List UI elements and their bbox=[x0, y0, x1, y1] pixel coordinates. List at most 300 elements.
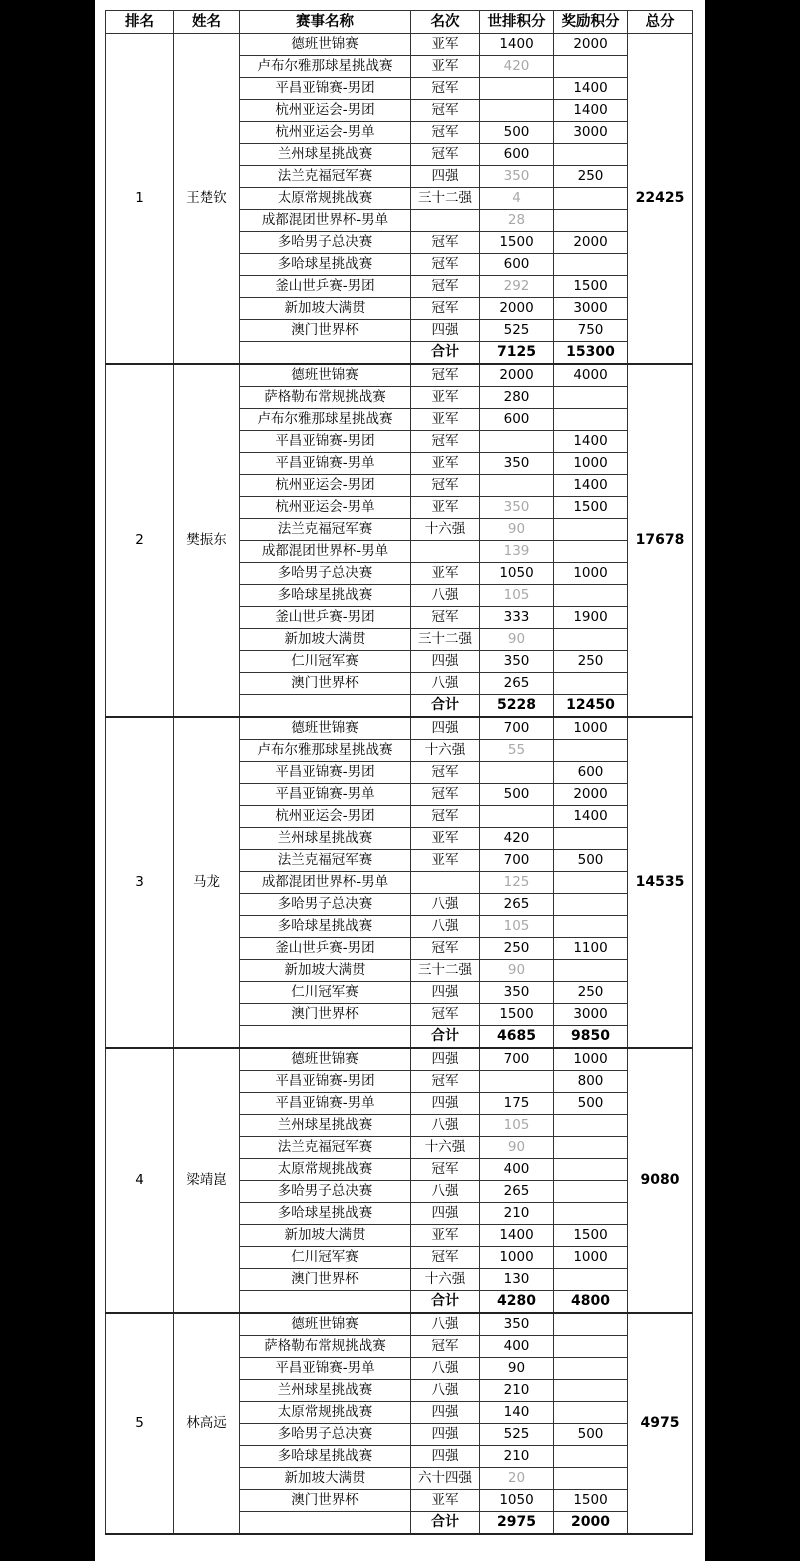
world-points: 265 bbox=[480, 673, 554, 695]
player-name: 马龙 bbox=[174, 717, 240, 1048]
header-bonus-points: 奖励积分 bbox=[554, 11, 628, 34]
world-points: 600 bbox=[480, 254, 554, 276]
event-name: 杭州亚运会-男团 bbox=[240, 475, 411, 497]
bonus-points: 500 bbox=[554, 850, 628, 872]
event-place: 三十二强 bbox=[411, 960, 480, 982]
world-points: 90 bbox=[480, 960, 554, 982]
points-sheet bbox=[95, 0, 705, 1561]
world-points: 700 bbox=[480, 1048, 554, 1071]
bonus-points: 800 bbox=[554, 1071, 628, 1093]
event-place: 冠军 bbox=[411, 144, 480, 166]
event-name: 萨格勒布常规挑战赛 bbox=[240, 1336, 411, 1358]
subtotal-blank bbox=[240, 1026, 411, 1049]
world-points bbox=[480, 78, 554, 100]
subtotal-bonus-points: 4800 bbox=[554, 1291, 628, 1314]
bonus-points: 1000 bbox=[554, 1247, 628, 1269]
world-points: 265 bbox=[480, 1181, 554, 1203]
bonus-points bbox=[554, 1313, 628, 1336]
bonus-points: 1500 bbox=[554, 1490, 628, 1512]
event-name: 卢布尔雅那球星挑战赛 bbox=[240, 740, 411, 762]
world-points: 500 bbox=[480, 122, 554, 144]
event-place: 冠军 bbox=[411, 1247, 480, 1269]
event-name: 德班世锦赛 bbox=[240, 34, 411, 56]
header-world-points: 世排积分 bbox=[480, 11, 554, 34]
subtotal-world-points: 4685 bbox=[480, 1026, 554, 1049]
event-name: 太原常规挑战赛 bbox=[240, 1159, 411, 1181]
event-place: 四强 bbox=[411, 1093, 480, 1115]
event-place: 冠军 bbox=[411, 431, 480, 453]
world-points: 350 bbox=[480, 166, 554, 188]
world-points bbox=[480, 762, 554, 784]
subtotal-bonus-points: 9850 bbox=[554, 1026, 628, 1049]
event-name: 澳门世界杯 bbox=[240, 1490, 411, 1512]
event-place: 十六强 bbox=[411, 519, 480, 541]
subtotal-world-points: 7125 bbox=[480, 342, 554, 365]
world-points: 700 bbox=[480, 850, 554, 872]
event-name: 新加坡大满贯 bbox=[240, 1468, 411, 1490]
event-place: 四强 bbox=[411, 1203, 480, 1225]
event-place: 冠军 bbox=[411, 122, 480, 144]
world-points: 1500 bbox=[480, 1004, 554, 1026]
world-points: 90 bbox=[480, 519, 554, 541]
bonus-points bbox=[554, 740, 628, 762]
bonus-points bbox=[554, 56, 628, 78]
world-points bbox=[480, 1071, 554, 1093]
world-points: 250 bbox=[480, 938, 554, 960]
world-points: 400 bbox=[480, 1336, 554, 1358]
event-place: 亚军 bbox=[411, 34, 480, 56]
event-name: 太原常规挑战赛 bbox=[240, 1402, 411, 1424]
world-points: 175 bbox=[480, 1093, 554, 1115]
event-place: 亚军 bbox=[411, 453, 480, 475]
player-rank: 4 bbox=[106, 1048, 174, 1313]
bonus-points: 1100 bbox=[554, 938, 628, 960]
bonus-points: 250 bbox=[554, 651, 628, 673]
world-points bbox=[480, 431, 554, 453]
event-place: 亚军 bbox=[411, 497, 480, 519]
event-name: 平昌亚锦赛-男团 bbox=[240, 431, 411, 453]
event-place: 亚军 bbox=[411, 1225, 480, 1247]
event-name: 平昌亚锦赛-男单 bbox=[240, 1358, 411, 1380]
world-points: 210 bbox=[480, 1203, 554, 1225]
header-rank: 排名 bbox=[106, 11, 174, 34]
event-place: 八强 bbox=[411, 585, 480, 607]
world-points: 1000 bbox=[480, 1247, 554, 1269]
bonus-points bbox=[554, 1159, 628, 1181]
event-place: 亚军 bbox=[411, 828, 480, 850]
subtotal-bonus-points: 15300 bbox=[554, 342, 628, 365]
bonus-points bbox=[554, 188, 628, 210]
event-place: 八强 bbox=[411, 1115, 480, 1137]
event-place: 四强 bbox=[411, 1446, 480, 1468]
world-points: 600 bbox=[480, 409, 554, 431]
event-name: 萨格勒布常规挑战赛 bbox=[240, 387, 411, 409]
subtotal-label: 合计 bbox=[411, 1291, 480, 1314]
subtotal-label: 合计 bbox=[411, 342, 480, 365]
event-name: 平昌亚锦赛-男团 bbox=[240, 762, 411, 784]
bonus-points bbox=[554, 254, 628, 276]
player-total: 4975 bbox=[628, 1313, 693, 1534]
event-place: 亚军 bbox=[411, 387, 480, 409]
world-points: 90 bbox=[480, 1137, 554, 1159]
subtotal-blank bbox=[240, 1512, 411, 1535]
bonus-points bbox=[554, 960, 628, 982]
subtotal-label: 合计 bbox=[411, 1026, 480, 1049]
table-row bbox=[106, 1313, 693, 1336]
bonus-points bbox=[554, 1336, 628, 1358]
event-place: 四强 bbox=[411, 1402, 480, 1424]
event-name: 多哈男子总决赛 bbox=[240, 894, 411, 916]
event-name: 平昌亚锦赛-男单 bbox=[240, 453, 411, 475]
bonus-points: 1400 bbox=[554, 78, 628, 100]
event-place: 冠军 bbox=[411, 78, 480, 100]
bonus-points bbox=[554, 629, 628, 651]
world-points: 350 bbox=[480, 497, 554, 519]
event-place: 八强 bbox=[411, 1181, 480, 1203]
event-place: 冠军 bbox=[411, 364, 480, 387]
event-place: 四强 bbox=[411, 1048, 480, 1071]
bonus-points bbox=[554, 409, 628, 431]
bonus-points bbox=[554, 1137, 628, 1159]
event-place bbox=[411, 541, 480, 563]
bonus-points: 1500 bbox=[554, 497, 628, 519]
event-name: 法兰克福冠军赛 bbox=[240, 166, 411, 188]
world-points: 105 bbox=[480, 916, 554, 938]
world-points bbox=[480, 475, 554, 497]
bonus-points: 250 bbox=[554, 166, 628, 188]
event-name: 多哈球星挑战赛 bbox=[240, 254, 411, 276]
event-name: 德班世锦赛 bbox=[240, 1313, 411, 1336]
event-name: 成都混团世界杯-男单 bbox=[240, 541, 411, 563]
ranking-table bbox=[105, 10, 693, 1535]
event-name: 德班世锦赛 bbox=[240, 364, 411, 387]
player-rank: 1 bbox=[106, 34, 174, 365]
event-name: 杭州亚运会-男团 bbox=[240, 100, 411, 122]
bonus-points: 2000 bbox=[554, 232, 628, 254]
subtotal-label: 合计 bbox=[411, 1512, 480, 1535]
bonus-points: 250 bbox=[554, 982, 628, 1004]
event-name: 卢布尔雅那球星挑战赛 bbox=[240, 56, 411, 78]
world-points: 130 bbox=[480, 1269, 554, 1291]
event-name: 杭州亚运会-男团 bbox=[240, 806, 411, 828]
header-row bbox=[106, 11, 693, 34]
event-name: 德班世锦赛 bbox=[240, 717, 411, 740]
bonus-points: 3000 bbox=[554, 122, 628, 144]
event-name: 澳门世界杯 bbox=[240, 673, 411, 695]
bonus-points: 3000 bbox=[554, 298, 628, 320]
event-name: 成都混团世界杯-男单 bbox=[240, 872, 411, 894]
event-place: 四强 bbox=[411, 1424, 480, 1446]
world-points: 1500 bbox=[480, 232, 554, 254]
bonus-points: 4000 bbox=[554, 364, 628, 387]
header-name: 姓名 bbox=[174, 11, 240, 34]
world-points: 350 bbox=[480, 651, 554, 673]
world-points: 292 bbox=[480, 276, 554, 298]
bonus-points: 1000 bbox=[554, 717, 628, 740]
bonus-points: 600 bbox=[554, 762, 628, 784]
world-points: 20 bbox=[480, 1468, 554, 1490]
player-rank: 3 bbox=[106, 717, 174, 1048]
event-name: 法兰克福冠军赛 bbox=[240, 1137, 411, 1159]
event-name: 太原常规挑战赛 bbox=[240, 188, 411, 210]
bonus-points bbox=[554, 1203, 628, 1225]
world-points: 105 bbox=[480, 1115, 554, 1137]
event-name: 釜山世乒赛-男团 bbox=[240, 276, 411, 298]
event-name: 平昌亚锦赛-男单 bbox=[240, 784, 411, 806]
event-place bbox=[411, 210, 480, 232]
event-place: 四强 bbox=[411, 717, 480, 740]
bonus-points bbox=[554, 387, 628, 409]
bonus-points bbox=[554, 1269, 628, 1291]
bonus-points: 1000 bbox=[554, 1048, 628, 1071]
player-total: 14535 bbox=[628, 717, 693, 1048]
bonus-points: 2000 bbox=[554, 784, 628, 806]
event-name: 仁川冠军赛 bbox=[240, 982, 411, 1004]
world-points: 55 bbox=[480, 740, 554, 762]
bonus-points bbox=[554, 1115, 628, 1137]
event-name: 平昌亚锦赛-男单 bbox=[240, 1093, 411, 1115]
bonus-points: 1400 bbox=[554, 475, 628, 497]
world-points: 420 bbox=[480, 56, 554, 78]
world-points: 1400 bbox=[480, 1225, 554, 1247]
world-points: 333 bbox=[480, 607, 554, 629]
player-total: 22425 bbox=[628, 34, 693, 365]
event-place: 亚军 bbox=[411, 850, 480, 872]
bonus-points bbox=[554, 828, 628, 850]
world-points: 2000 bbox=[480, 364, 554, 387]
subtotal-bonus-points: 12450 bbox=[554, 695, 628, 718]
event-name: 多哈球星挑战赛 bbox=[240, 585, 411, 607]
event-place: 冠军 bbox=[411, 784, 480, 806]
bonus-points bbox=[554, 1468, 628, 1490]
world-points: 350 bbox=[480, 453, 554, 475]
event-name: 新加坡大满贯 bbox=[240, 1225, 411, 1247]
bonus-points bbox=[554, 541, 628, 563]
world-points: 350 bbox=[480, 982, 554, 1004]
event-place: 冠军 bbox=[411, 806, 480, 828]
bonus-points bbox=[554, 144, 628, 166]
event-place: 八强 bbox=[411, 673, 480, 695]
event-name: 兰州球星挑战赛 bbox=[240, 1380, 411, 1402]
bonus-points: 750 bbox=[554, 320, 628, 342]
event-place: 冠军 bbox=[411, 762, 480, 784]
player-total: 9080 bbox=[628, 1048, 693, 1313]
event-name: 多哈球星挑战赛 bbox=[240, 1446, 411, 1468]
bonus-points: 1000 bbox=[554, 453, 628, 475]
world-points: 4 bbox=[480, 188, 554, 210]
bonus-points bbox=[554, 916, 628, 938]
event-place: 六十四强 bbox=[411, 1468, 480, 1490]
event-place: 亚军 bbox=[411, 56, 480, 78]
bonus-points bbox=[554, 872, 628, 894]
event-name: 平昌亚锦赛-男团 bbox=[240, 78, 411, 100]
event-place: 十六强 bbox=[411, 740, 480, 762]
player-total: 17678 bbox=[628, 364, 693, 717]
subtotal-world-points: 5228 bbox=[480, 695, 554, 718]
player-name: 王楚钦 bbox=[174, 34, 240, 365]
bonus-points: 1000 bbox=[554, 563, 628, 585]
bonus-points: 2000 bbox=[554, 34, 628, 56]
bonus-points bbox=[554, 519, 628, 541]
event-name: 法兰克福冠军赛 bbox=[240, 519, 411, 541]
bonus-points: 1400 bbox=[554, 806, 628, 828]
player-rank: 5 bbox=[106, 1313, 174, 1534]
header-place: 名次 bbox=[411, 11, 480, 34]
event-place: 冠军 bbox=[411, 1159, 480, 1181]
subtotal-blank bbox=[240, 342, 411, 365]
bonus-points bbox=[554, 673, 628, 695]
subtotal-world-points: 4280 bbox=[480, 1291, 554, 1314]
world-points: 140 bbox=[480, 1402, 554, 1424]
event-name: 兰州球星挑战赛 bbox=[240, 828, 411, 850]
table-row bbox=[106, 364, 693, 387]
player-rank: 2 bbox=[106, 364, 174, 717]
event-place: 八强 bbox=[411, 916, 480, 938]
world-points: 210 bbox=[480, 1380, 554, 1402]
world-points: 2000 bbox=[480, 298, 554, 320]
event-place: 三十二强 bbox=[411, 629, 480, 651]
world-points bbox=[480, 100, 554, 122]
header-total: 总分 bbox=[628, 11, 693, 34]
event-place: 冠军 bbox=[411, 276, 480, 298]
event-name: 澳门世界杯 bbox=[240, 1004, 411, 1026]
bonus-points bbox=[554, 1181, 628, 1203]
event-place: 四强 bbox=[411, 651, 480, 673]
world-points: 420 bbox=[480, 828, 554, 850]
event-place: 三十二强 bbox=[411, 188, 480, 210]
bonus-points: 1900 bbox=[554, 607, 628, 629]
event-name: 仁川冠军赛 bbox=[240, 1247, 411, 1269]
subtotal-world-points: 2975 bbox=[480, 1512, 554, 1535]
world-points: 90 bbox=[480, 1358, 554, 1380]
event-name: 多哈球星挑战赛 bbox=[240, 1203, 411, 1225]
world-points: 400 bbox=[480, 1159, 554, 1181]
event-name: 法兰克福冠军赛 bbox=[240, 850, 411, 872]
event-name: 釜山世乒赛-男团 bbox=[240, 607, 411, 629]
world-points: 1050 bbox=[480, 563, 554, 585]
event-name: 澳门世界杯 bbox=[240, 1269, 411, 1291]
event-place: 冠军 bbox=[411, 254, 480, 276]
world-points: 90 bbox=[480, 629, 554, 651]
event-name: 新加坡大满贯 bbox=[240, 960, 411, 982]
event-place: 冠军 bbox=[411, 938, 480, 960]
event-name: 杭州亚运会-男单 bbox=[240, 497, 411, 519]
subtotal-blank bbox=[240, 695, 411, 718]
event-name: 卢布尔雅那球星挑战赛 bbox=[240, 409, 411, 431]
bonus-points bbox=[554, 1402, 628, 1424]
world-points: 210 bbox=[480, 1446, 554, 1468]
event-name: 多哈男子总决赛 bbox=[240, 1181, 411, 1203]
event-place: 亚军 bbox=[411, 409, 480, 431]
world-points: 28 bbox=[480, 210, 554, 232]
event-place: 四强 bbox=[411, 982, 480, 1004]
player-name: 樊振东 bbox=[174, 364, 240, 717]
world-points: 125 bbox=[480, 872, 554, 894]
event-name: 兰州球星挑战赛 bbox=[240, 144, 411, 166]
event-place: 八强 bbox=[411, 1380, 480, 1402]
event-place: 冠军 bbox=[411, 607, 480, 629]
bonus-points: 1400 bbox=[554, 431, 628, 453]
event-place: 冠军 bbox=[411, 1336, 480, 1358]
bonus-points bbox=[554, 1358, 628, 1380]
event-name: 多哈男子总决赛 bbox=[240, 1424, 411, 1446]
bonus-points bbox=[554, 1380, 628, 1402]
event-name: 德班世锦赛 bbox=[240, 1048, 411, 1071]
bonus-points: 1500 bbox=[554, 276, 628, 298]
world-points: 105 bbox=[480, 585, 554, 607]
event-name: 兰州球星挑战赛 bbox=[240, 1115, 411, 1137]
player-name: 梁靖崑 bbox=[174, 1048, 240, 1313]
world-points: 600 bbox=[480, 144, 554, 166]
event-place: 四强 bbox=[411, 320, 480, 342]
event-place: 冠军 bbox=[411, 232, 480, 254]
world-points: 1050 bbox=[480, 1490, 554, 1512]
player-name: 林高远 bbox=[174, 1313, 240, 1534]
event-place: 四强 bbox=[411, 166, 480, 188]
event-name: 新加坡大满贯 bbox=[240, 629, 411, 651]
table-row bbox=[106, 34, 693, 56]
event-name: 澳门世界杯 bbox=[240, 320, 411, 342]
event-name: 仁川冠军赛 bbox=[240, 651, 411, 673]
world-points: 525 bbox=[480, 320, 554, 342]
world-points: 700 bbox=[480, 717, 554, 740]
event-name: 新加坡大满贯 bbox=[240, 298, 411, 320]
event-name: 釜山世乒赛-男团 bbox=[240, 938, 411, 960]
subtotal-bonus-points: 2000 bbox=[554, 1512, 628, 1535]
world-points: 500 bbox=[480, 784, 554, 806]
world-points: 525 bbox=[480, 1424, 554, 1446]
world-points: 1400 bbox=[480, 34, 554, 56]
bonus-points: 1500 bbox=[554, 1225, 628, 1247]
bonus-points: 500 bbox=[554, 1424, 628, 1446]
event-place bbox=[411, 872, 480, 894]
event-name: 多哈男子总决赛 bbox=[240, 232, 411, 254]
bonus-points bbox=[554, 210, 628, 232]
event-place: 冠军 bbox=[411, 298, 480, 320]
bonus-points: 1400 bbox=[554, 100, 628, 122]
bonus-points bbox=[554, 894, 628, 916]
subtotal-label: 合计 bbox=[411, 695, 480, 718]
world-points bbox=[480, 806, 554, 828]
event-name: 多哈球星挑战赛 bbox=[240, 916, 411, 938]
event-name: 多哈男子总决赛 bbox=[240, 563, 411, 585]
world-points: 350 bbox=[480, 1313, 554, 1336]
event-place: 亚军 bbox=[411, 563, 480, 585]
bonus-points bbox=[554, 585, 628, 607]
event-place: 十六强 bbox=[411, 1137, 480, 1159]
event-name: 杭州亚运会-男单 bbox=[240, 122, 411, 144]
bonus-points: 500 bbox=[554, 1093, 628, 1115]
event-place: 冠军 bbox=[411, 475, 480, 497]
bonus-points: 3000 bbox=[554, 1004, 628, 1026]
world-points: 139 bbox=[480, 541, 554, 563]
event-place: 八强 bbox=[411, 1358, 480, 1380]
event-place: 冠军 bbox=[411, 1071, 480, 1093]
table-row bbox=[106, 1048, 693, 1071]
subtotal-blank bbox=[240, 1291, 411, 1314]
world-points: 280 bbox=[480, 387, 554, 409]
event-place: 八强 bbox=[411, 894, 480, 916]
event-place: 亚军 bbox=[411, 1490, 480, 1512]
event-name: 成都混团世界杯-男单 bbox=[240, 210, 411, 232]
event-place: 冠军 bbox=[411, 100, 480, 122]
header-event: 赛事名称 bbox=[240, 11, 411, 34]
event-place: 八强 bbox=[411, 1313, 480, 1336]
bonus-points bbox=[554, 1446, 628, 1468]
event-name: 平昌亚锦赛-男团 bbox=[240, 1071, 411, 1093]
table-row bbox=[106, 717, 693, 740]
event-place: 冠军 bbox=[411, 1004, 480, 1026]
